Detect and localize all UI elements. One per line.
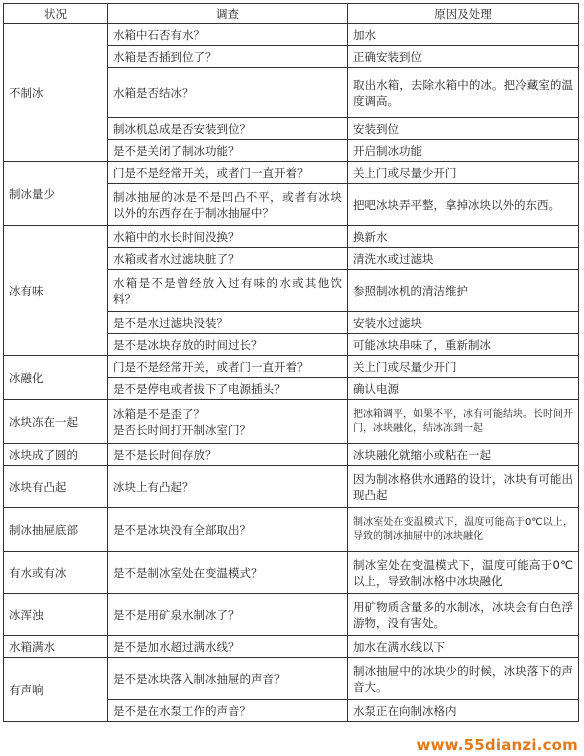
condition-cell: 有水或有冰	[4, 552, 108, 594]
condition-cell: 冰有味	[4, 226, 108, 356]
action-cell: 清洗水或过滤块	[348, 248, 579, 270]
check-cell: 是不是加水超过满水线？	[108, 636, 348, 658]
table-row	[4, 552, 579, 594]
check-cell: 水箱是否插到位了？	[108, 46, 348, 68]
check-cell: 是不是水过滤块没装？	[108, 312, 348, 334]
site-watermark: www.55dianzi.com	[416, 736, 578, 754]
check-cell: 是不是冰块没有全部取出？	[108, 508, 348, 552]
action-cell: 把冰箱调平，如果不平，冰有可能结块。长时间开门，冰块融化，结冰冻到一起	[348, 400, 579, 444]
action-cell: 制冰室处在变温模式下，温度可能高于0℃以上，导致的制冰抽屉中的冰块融化	[348, 508, 579, 552]
action-cell: 水泵正在向制冰格内	[348, 700, 579, 722]
table-row	[4, 444, 579, 466]
action-cell: 正确安装到位	[348, 46, 579, 68]
check-cell: 是不是冰块落入制冰抽屉的声音？	[108, 658, 348, 700]
troubleshooting-table	[3, 3, 579, 722]
table-row	[4, 24, 579, 46]
action-cell: 关上门或尽量少开门	[348, 162, 579, 184]
action-cell: 因为制冰格供水通路的设计，冰块有可能出现凸起	[348, 466, 579, 508]
check-cell: 是不是关闭了制冰功能？	[108, 140, 348, 162]
condition-cell: 制冰量少	[4, 162, 108, 226]
check-cell: 是不是用矿泉水制冰了？	[108, 594, 348, 636]
action-cell: 可能冰块串味了，重新制冰	[348, 334, 579, 356]
action-cell: 加水在满水线以下	[348, 636, 579, 658]
action-cell: 制冰室处在变温模式下，温度可能高于0℃以上，导致制冰格中冰块融化	[348, 552, 579, 594]
action-cell: 安装到位	[348, 118, 579, 140]
action-cell: 冰块融化就缩小或粘在一起	[348, 444, 579, 466]
check-cell: 水箱是否结冰？	[108, 68, 348, 118]
check-cell: 水箱或者水过滤块脏了？	[108, 248, 348, 270]
table-row	[4, 466, 579, 508]
table-row	[4, 594, 579, 636]
check-cell: 是不是长时间存放？	[108, 444, 348, 466]
action-cell: 加水	[348, 24, 579, 46]
check-cell: 水箱是不是曾经放入过有味的水或其他饮料？	[108, 270, 348, 312]
action-cell: 换新水	[348, 226, 579, 248]
condition-cell: 水箱满水	[4, 636, 108, 658]
action-cell: 关上门或尽量少开门	[348, 356, 579, 378]
check-cell: 冰块上有凸起？	[108, 466, 348, 508]
condition-cell: 冰块成了圆的	[4, 444, 108, 466]
header-check: 调查	[108, 4, 348, 24]
check-cell: 是不是制冰室处在变温模式？	[108, 552, 348, 594]
condition-cell: 冰块有凸起	[4, 466, 108, 508]
action-cell: 用矿物质含量多的水制冰，冰块会有白色浮游物，没有害处。	[348, 594, 579, 636]
condition-cell: 冰浑浊	[4, 594, 108, 636]
check-cell: 是不是停电或者拔下了电源插头？	[108, 378, 348, 400]
header-row	[4, 4, 579, 24]
check-cell: 水箱中的水长时间没换？	[108, 226, 348, 248]
table-row	[4, 636, 579, 658]
action-cell: 制冰抽屉中的冰块少的时候，冰块落下的声音大。	[348, 658, 579, 700]
condition-cell: 冰融化	[4, 356, 108, 400]
action-cell: 确认电源	[348, 378, 579, 400]
action-cell: 安装水过滤块	[348, 312, 579, 334]
table-row	[4, 162, 579, 184]
table-row	[4, 508, 579, 552]
header-action: 原因及处理	[348, 4, 579, 24]
check-cell: 是不是在水泵工作的声音？	[108, 700, 348, 722]
check-cell: 制冰抽屉的冰是不是凹凸不平，或者有冰块以外的东西存在于制冰抽屉中？	[108, 184, 348, 226]
check-cell: 门是不是经常开关，或者门一直开着？	[108, 162, 348, 184]
action-cell: 把吧冰块弄平整，拿掉冰块以外的东西。	[348, 184, 579, 226]
check-cell: 是不是冰块存放的时间过长？	[108, 334, 348, 356]
header-condition: 状况	[4, 4, 108, 24]
condition-cell: 冰块冻在一起	[4, 400, 108, 444]
action-cell: 开启制冰功能	[348, 140, 579, 162]
action-cell: 参照制冰机的清洁维护	[348, 270, 579, 312]
check-cell: 冰箱是不是歪了？ 是否长时间打开制冰室门？	[108, 400, 348, 444]
action-cell: 取出水箱，去除水箱中的冰。把冷藏室的温度调高。	[348, 68, 579, 118]
condition-cell: 制冰抽屉底部	[4, 508, 108, 552]
check-cell: 制冰机总成是否安装到位？	[108, 118, 348, 140]
table-row	[4, 356, 579, 378]
condition-cell: 不制冰	[4, 24, 108, 162]
table-row	[4, 226, 579, 248]
table-row	[4, 400, 579, 444]
condition-cell: 有声响	[4, 658, 108, 722]
check-cell: 门是不是经常开关，或者门一直开着？	[108, 356, 348, 378]
check-cell: 水箱中石否有水？	[108, 24, 348, 46]
table-row	[4, 658, 579, 700]
